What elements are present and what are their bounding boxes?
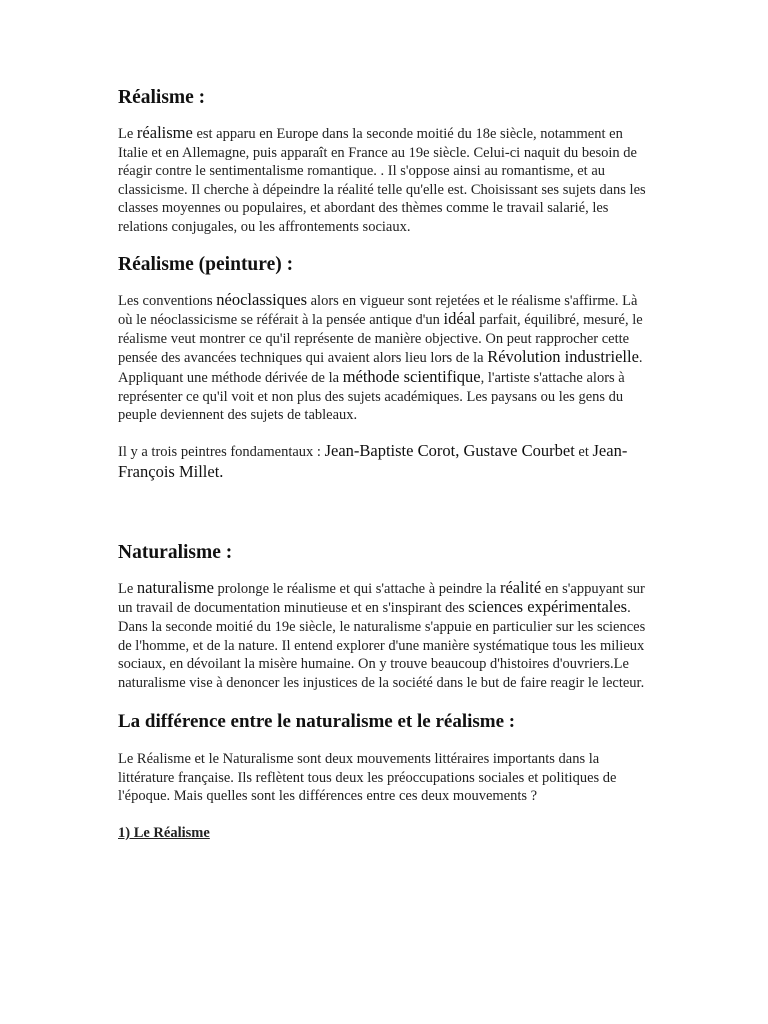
link-revolution-industrielle[interactable]: Révolution industrielle — [487, 347, 639, 367]
link-realisme[interactable]: réalisme — [136, 123, 193, 142]
link-sciences-experimentales[interactable]: sciences expérimentales — [468, 597, 628, 617]
heading-difference: La différence entre le naturalisme et le réalisme : — [118, 711, 516, 733]
link-courbet[interactable]: Gustave Courbet — [463, 440, 575, 460]
text-run: Le — [118, 580, 137, 597]
paragraph-peintres — [118, 441, 652, 483]
text-run: prolonge le réalisme et qui s'attache à peindre la — [213, 580, 500, 597]
text-run: Il y a trois peintres fondamentaux : — [118, 443, 325, 460]
heading-realisme-peinture: Réalisme (peinture) : — [118, 253, 294, 275]
text-run: , l'artiste s'attache alors à représenter ce qu'il voit et non plus des sujets académiques. Les paysans ou les gens du peuple deviennent des sujets de tableaux. — [118, 369, 625, 424]
text-run: Les conventions — [118, 292, 217, 309]
text-run: , — [455, 440, 464, 460]
text-run: . — [219, 461, 224, 481]
heading-realisme: Réalisme : — [118, 87, 206, 108]
subheading-le-realisme: 1) Le Réalisme — [118, 825, 210, 842]
text-run: et — [574, 443, 593, 460]
text-run: parfait, équilibré, mesuré, le réalisme veut montrer ce qu'il représente de manière objective. On peut rapprocher cette pensée des avancées techniques qui avaient alors lieu lors de la — [118, 312, 643, 367]
link-millet[interactable]: Jean-François Millet — [118, 440, 628, 481]
text-run: Le — [118, 126, 137, 142]
link-neoclassiques[interactable]: néoclassiques — [216, 289, 307, 309]
link-methode-scientifique[interactable]: méthode scientifique — [342, 366, 481, 386]
paragraph-realisme-peinture — [118, 291, 652, 425]
text-run: . Appliquant une méthode dérivée de la — [118, 350, 643, 386]
heading-naturalisme: Naturalisme : — [118, 541, 233, 563]
paragraph-difference: Le Réalisme et le Naturalisme sont deux mouvements littéraires importants dans la littérature française. Ils reflètent tous deux les préoccupations sociales et politiques de l'époque. Mais quelles sont les différences entre ces deux mouvements ? — [118, 751, 617, 805]
document-body — [118, 86, 652, 843]
text-run: est apparu en Europe dans la seconde moitié du 18e siècle, notamment en Italie et en Allemagne, puis apparaît en France au 19e siècle. Celui-ci naquit du besoin de réagir contre le sentimentalisme romantique. . Il s'oppose ainsi au romantisme, et au classicisme. Il cherche à dépeindre la réalité telle qu'elle est. Choisissant ses sujets dans les classes moyennes ou populaires, et abordant des thèmes comme le travail salarié, les relations conjugales, ou les affrontements sociaux. — [118, 126, 646, 235]
paragraph-realisme — [118, 124, 652, 237]
text-run: alors en vigueur sont rejetées et le réalisme s'affirme. Là où le néoclassicisme se référait à la pensée antique d'un — [118, 292, 638, 329]
link-realite[interactable]: réalité — [499, 577, 542, 597]
link-corot[interactable]: Jean-Baptiste Corot — [324, 440, 456, 460]
paragraph-naturalisme — [118, 579, 652, 693]
link-ideal[interactable]: idéal — [443, 309, 476, 329]
link-naturalisme[interactable]: naturalisme — [136, 577, 214, 597]
text-run: . Dans la seconde moitié du 19e siècle, le naturalisme s'appuie en particulier sur les sciences de l'homme, et de la nature. Il entend explorer d'une manière systématique tous les milieux sociaux, en dévoilant la misère humaine. On y trouve beaucoup d'histoires d'ouvriers.Le naturalisme vise à denoncer les injustices de la société dans le but de faire reagir le lecteur. — [118, 600, 646, 691]
text-run: en s'appuyant sur un travail de documentation minutieuse et en s'inspirant des — [118, 580, 645, 617]
